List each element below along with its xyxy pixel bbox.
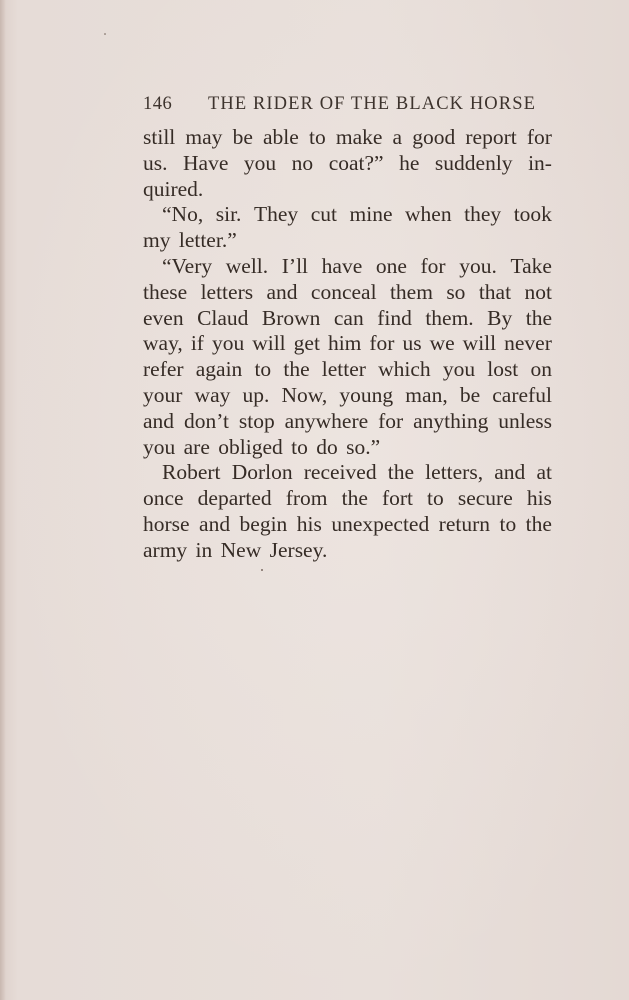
- text-line: refer again to the letter which you lost on: [143, 357, 552, 382]
- text-line: army in New Jersey.: [143, 537, 328, 562]
- text-line: quired.: [143, 176, 204, 201]
- text-line: these letters and conceal them so that not: [143, 279, 552, 304]
- body-text: [143, 125, 552, 564]
- running-head: [143, 94, 536, 115]
- text-line: even Claud Brown can find them. By the: [143, 305, 552, 330]
- text-line: once departed from the fort to secure his: [143, 486, 552, 511]
- text-line: still may be able to make a good report for: [143, 125, 552, 149]
- text-line: way, if you will get him for us we will never: [143, 331, 552, 356]
- text-line: and don’t stop anywhere for anything unless: [143, 408, 552, 433]
- page-number: 146: [143, 94, 173, 114]
- text-line: your way up. Now, young man, be careful: [143, 382, 552, 407]
- text-line: you are obliged to do so.”: [143, 434, 381, 459]
- text-line: “Very well. I’ll have one for you. Take: [162, 253, 552, 278]
- text-line: “No, sir. They cut mine when they took: [162, 202, 552, 227]
- paper-speck: [104, 33, 106, 35]
- page-gutter-edge: [0, 0, 6, 1000]
- text-line: us. Have you no coat?” he suddenly in-: [143, 150, 552, 175]
- text-line: my letter.”: [143, 228, 237, 253]
- running-title: THE RIDER OF THE BLACK HORSE: [207, 94, 536, 114]
- text-line: horse and begin his unexpected return to the: [143, 511, 552, 536]
- paper-speck: [261, 569, 263, 571]
- text-line: Robert Dorlon received the letters, and at: [162, 460, 552, 485]
